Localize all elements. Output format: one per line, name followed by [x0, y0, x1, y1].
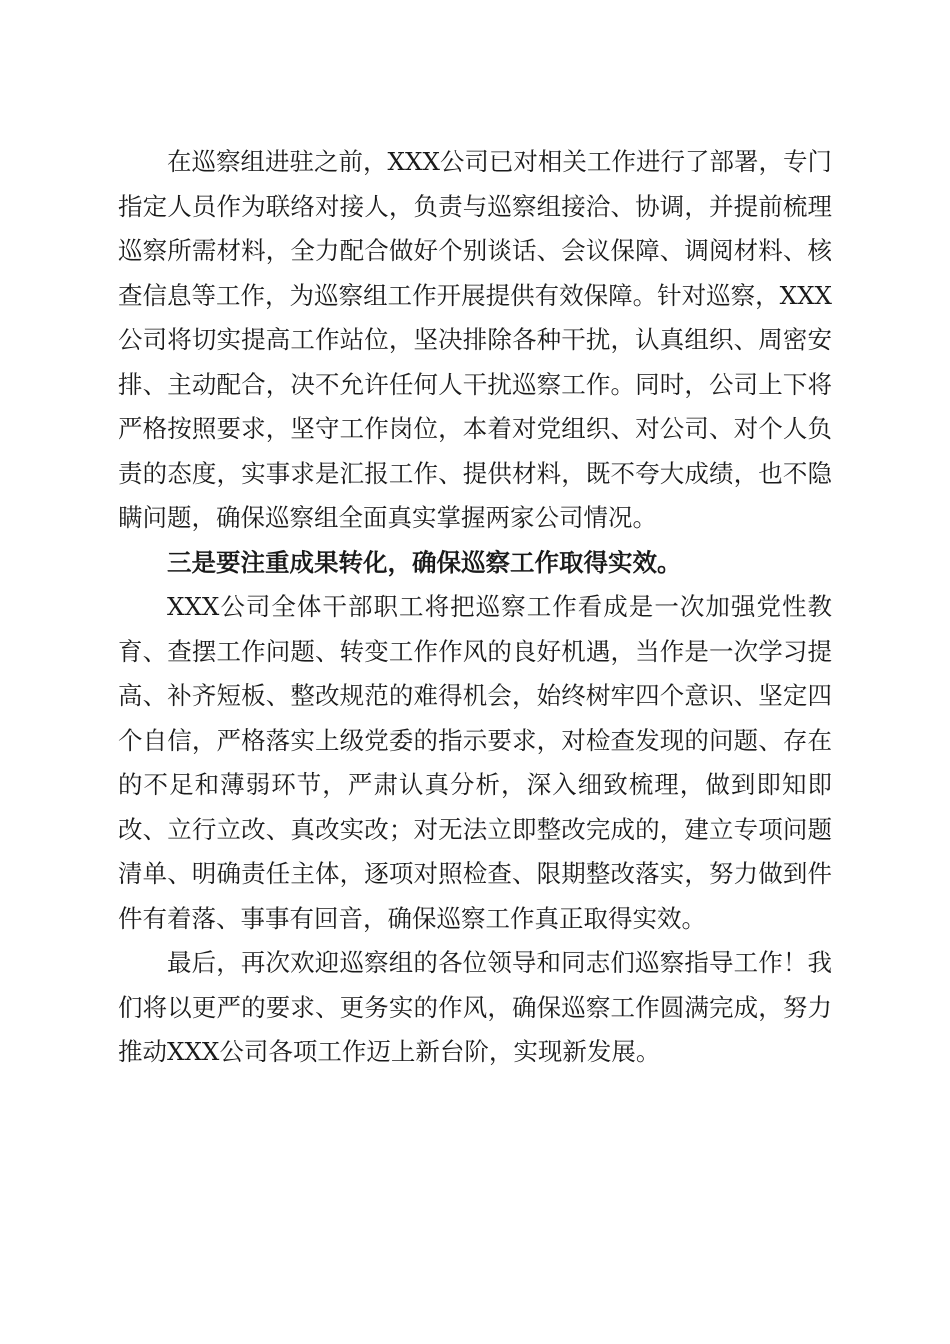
- paragraph-heading-results: 三是要注重成果转化，确保巡察工作取得实效。: [167, 547, 682, 577]
- paragraph-closing: 最后，再次欢迎巡察组的各位领导和同志们巡察指导工作！我们将以更严的要求、更务实的作风，确保巡察工作圆满完成，努力推动XXX公司各项工作迈上新台阶，实现新发展。: [118, 948, 832, 1066]
- paragraph-rectification: XXX公司全体干部职工将把巡察工作看成是一次加强党性教育、查摆工作问题、转变工作作风的良好机遇，当作是一次学习提高、补齐短板、整改规范的难得机会，始终树牢四个意识、坚定四个自信，严格落实上级党委的指示要求，对检查发现的问题、存在的不足和薄弱环节，严肃认真分析，深入细致梳理，做到即知即改、立行立改、真改实改；对无法立即整改完成的，建立专项问题清单、明确责任主体，逐项对照检查、限期整改落实，努力做到件件有着落、事事有回音，确保巡察工作真正取得实效。: [118, 592, 832, 933]
- document-body: [118, 140, 832, 1075]
- paragraph-preparation: 在巡察组进驻之前，XXX公司已对相关工作进行了部署，专门指定人员作为联络对接人，负责与巡察组接洽、协调，并提前梳理巡察所需材料，全力配合做好个别谈话、会议保障、调阅材料、核查信息等工作，为巡察组工作开展提供有效保障。针对巡察，XXX公司将切实提高工作站位，坚决排除各种干扰，认真组织、周密安排、主动配合，决不允许任何人干扰巡察工作。同时，公司上下将严格按照要求，坚守工作岗位，本着对党组织、对公司、对个人负责的态度，实事求是汇报工作、提供材料，既不夸大成绩，也不隐瞒问题，确保巡察组全面真实掌握两家公司情况。: [118, 147, 832, 532]
